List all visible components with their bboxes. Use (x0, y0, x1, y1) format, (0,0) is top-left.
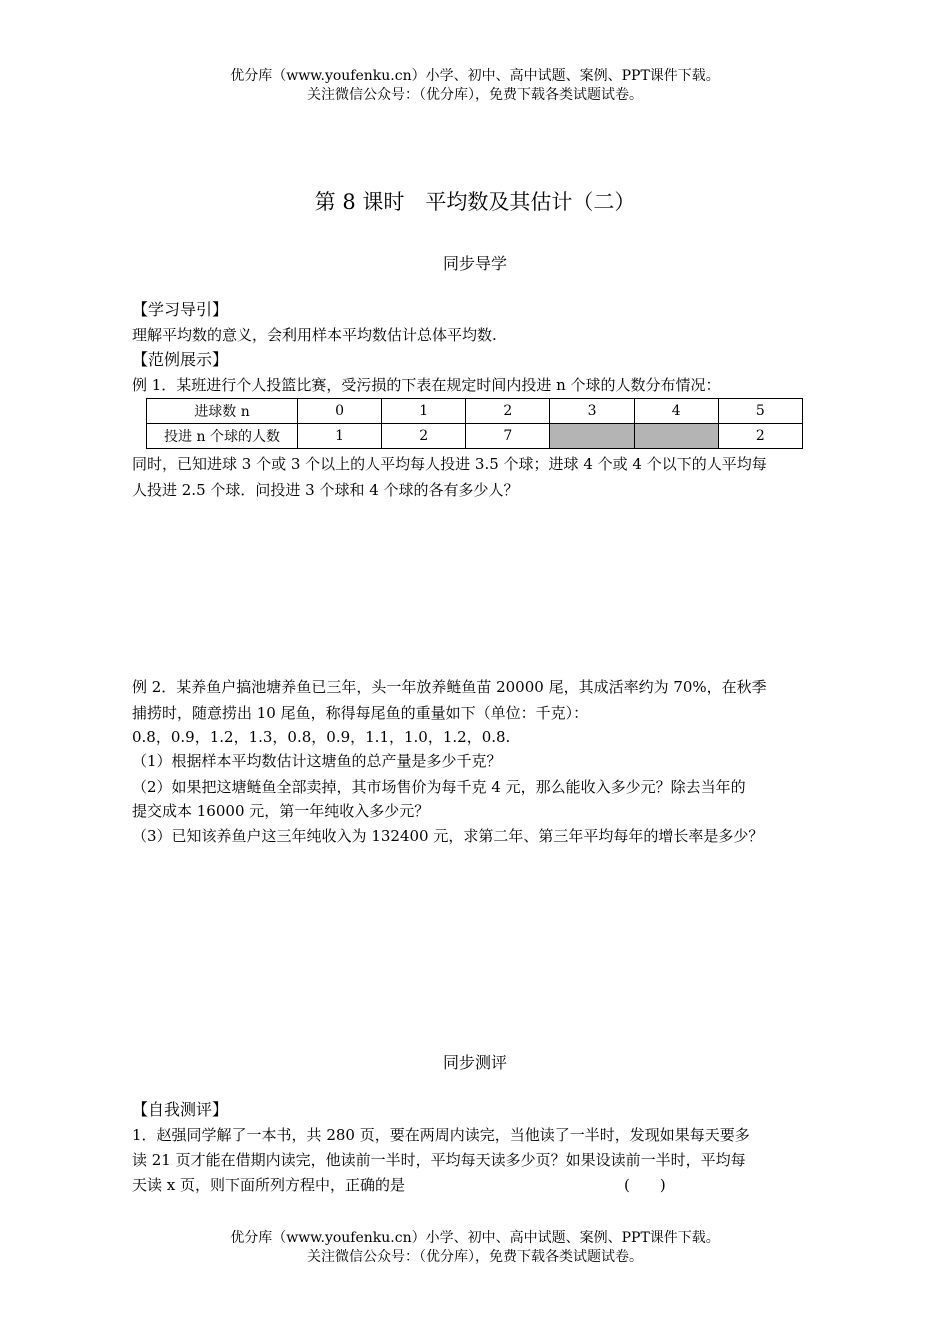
answer-blank-parentheses: ( ) (624, 1176, 666, 1194)
question-1-line-3: 天读 x 页，则下面所列方程中，正确的是 (132, 1176, 405, 1194)
count-cell-2: 7 (466, 424, 550, 449)
goal-cell-3: 3 (550, 399, 634, 424)
count-cell-3-stained (550, 424, 634, 449)
header-line-2: 关注微信公众号：（优分库），免费下载各类试题试卷。 (307, 87, 643, 103)
goal-cell-0: 0 (298, 399, 382, 424)
section-heading-study: 同步导学 (442, 254, 507, 273)
example-2-question-2-line-2: 提交成本 16000 元，第一年纯收入多少元？ (132, 802, 430, 820)
count-cell-1: 2 (382, 424, 466, 449)
question-1-line-1: 1．赵强同学解了一本书，共 280 页，要在两周内读完，当他读了一半时，发现如果每天要多 (132, 1126, 750, 1144)
goal-cell-1: 1 (382, 399, 466, 424)
table-row-goals (147, 399, 803, 424)
count-cell-5: 2 (718, 424, 802, 449)
row-label-goals: 进球数 n (147, 399, 298, 424)
example-2-line-1: 例 2．某养鱼户搞池塘养鱼已三年，头一年放养鲢鱼苗 20000 尾，其成活率约为 70%，在秋季 (132, 678, 767, 696)
example-2-line-2: 捕捞时，随意捞出 10 尾鱼，称得每尾鱼的重量如下（单位：千克）： (132, 704, 589, 722)
example-1-intro: 例 1．某班进行个人投篮比赛，受污损的下表在规定时间内投进 n 个球的人数分布情况： (132, 376, 721, 394)
goal-distribution-table (146, 398, 803, 449)
guide-text: 理解平均数的意义，会利用样本平均数估计总体平均数. (132, 326, 497, 344)
guide-heading: 【学习导引】 (132, 300, 229, 319)
example-2-question-2-line-1: （2）如果把这塘鲢鱼全部卖掉，其市场售价为每千克 4 元，那么能收入多少元？除去当年的 (132, 778, 746, 796)
example-2-question-3: （3）已知该养鱼户这三年纯收入为 132400 元，求第二年、第三年平均每年的增长率是多少？ (132, 827, 764, 845)
goal-cell-2: 2 (466, 399, 550, 424)
page-title: 第 8 课时 平均数及其估计（二） (314, 190, 636, 214)
count-cell-0: 1 (298, 424, 382, 449)
example-2-question-1: （1）根据样本平均数估计这塘鱼的总产量是多少千克？ (132, 752, 502, 770)
example-2-data: 0.8，0.9，1.2，1.3，0.8，0.9，1.1，1.0，1.2，0.8. (132, 728, 511, 746)
footer-line-2: 关注微信公众号：（优分库），免费下载各类试题试卷。 (307, 1249, 643, 1265)
section-heading-test: 同步测评 (442, 1053, 507, 1072)
count-cell-4-stained (634, 424, 718, 449)
question-1-line-2: 读 21 页才能在借期内读完，他读前一半时，平均每天读多少页？如果设读前一半时，平均每 (132, 1151, 746, 1169)
row-label-counts: 投进 n 个球的人数 (147, 424, 298, 449)
header-line-1: 优分库（www.youfenku.cn）小学、初中、高中试题、案例、PPT课件下载。 (230, 68, 720, 84)
table-row-counts (147, 424, 803, 449)
example-1-line-2: 人投进 2.5 个球．问投进 3 个球和 4 个球的各有多少人？ (132, 481, 519, 499)
example-1-line-1: 同时，已知进球 3 个或 3 个以上的人平均每人投进 3.5 个球；进球 4 个或 4 个以下的人平均每 (132, 455, 767, 473)
goal-cell-4: 4 (634, 399, 718, 424)
footer-line-1: 优分库（www.youfenku.cn）小学、初中、高中试题、案例、PPT课件下载。 (230, 1230, 720, 1246)
self-test-heading: 【自我测评】 (132, 1100, 229, 1119)
examples-heading: 【范例展示】 (132, 350, 229, 369)
goal-cell-5: 5 (718, 399, 802, 424)
